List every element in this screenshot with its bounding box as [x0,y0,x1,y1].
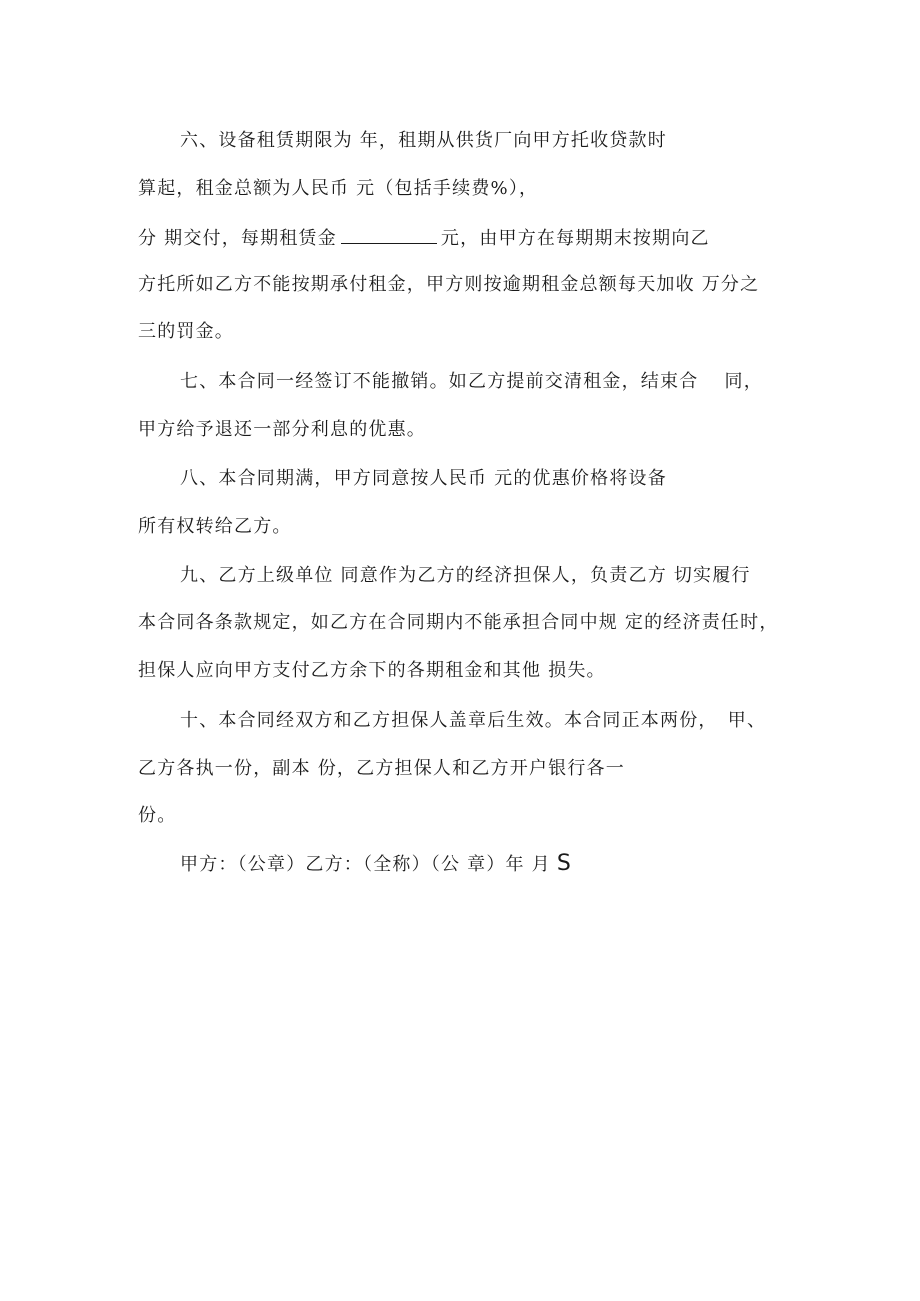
clause-8-line-2: 所有权转给乙方。 [138,516,292,537]
clause-7-line-1: 七、本合同一经签订不能撤销。如乙方提前交清租金，结束合 同， [180,371,763,392]
clause-6-line-4: 方托所如乙方不能按期承付租金，甲方则按逾期租金总额每天加收 万分之 [138,274,760,295]
clause-8-line-1: 八、本合同期满，甲方同意按人民币 元的优惠价格将设备 [180,468,667,489]
clause-6-line-3-after: 元，由甲方在每期期末按期向乙 [440,228,710,249]
clause-6-line-1: 六、设备租赁期限为 年，租期从供货厂向甲方托收贷款时 [180,130,667,151]
clause-10-line-3: 份。 [138,805,177,826]
signature-text: 甲方：（公章）乙方：（全称）（公 章）年 月 [180,854,551,875]
clause-6-line-3-before: 分 期交付，每期租赁金 [138,228,337,249]
clause-10-line-2: 乙方各执一份，副本 份，乙方担保人和乙方开户银行各一 [138,758,625,779]
amount-blank [341,225,437,244]
clause-9-line-2: 本合同各条款规定，如乙方在合同期内不能承担合同中规 定的经济责任时， [138,612,779,633]
clause-6-line-5: 三的罚金。 [138,321,234,342]
clause-10-line-1: 十、本合同经双方和乙方担保人盖章后生效。本合同正本两份， 甲、 [180,710,767,731]
clause-9-line-1: 九、乙方上级单位 同意作为乙方的经济担保人，负责乙方 切实履行 [180,565,751,586]
clause-7-line-2: 甲方给予退还一部分利息的优惠。 [138,419,426,440]
signature-suffix: S [556,851,573,876]
signature-line [180,851,572,878]
clause-9-line-3: 担保人应向甲方支付乙方余下的各期租金和其他 损失。 [138,660,606,681]
clause-6-line-3 [138,225,710,252]
clause-6-line-2: 算起，租金总额为人民币 元（包括手续费%）， [138,178,539,199]
